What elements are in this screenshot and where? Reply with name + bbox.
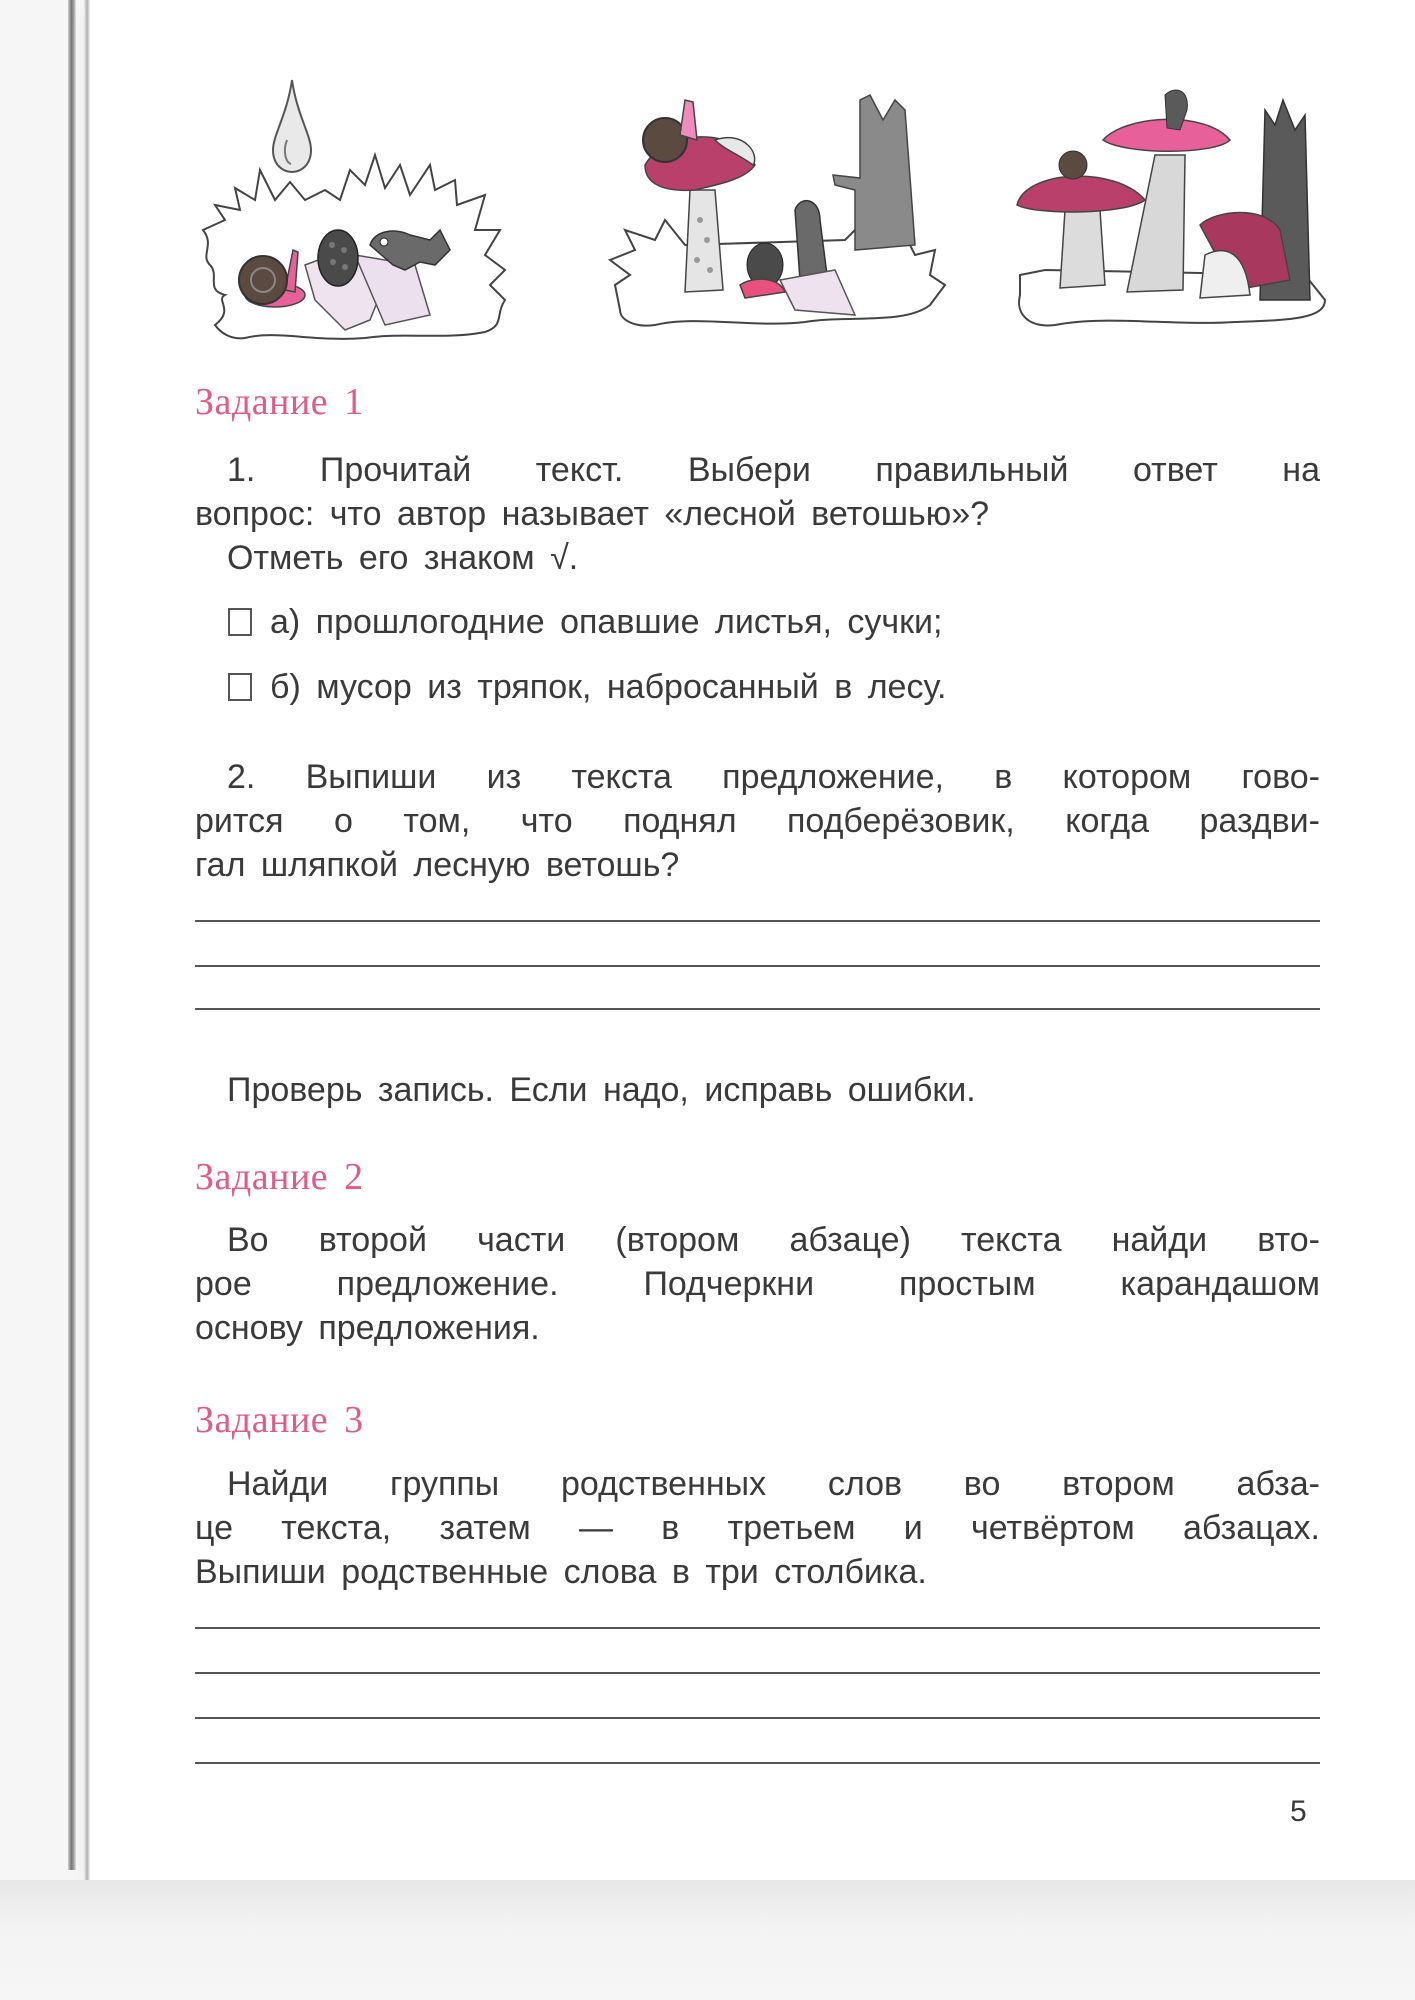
task-heading-label: Задание bbox=[195, 1156, 329, 1198]
mushroom-cap bbox=[1017, 176, 1145, 212]
option-label: б) мусор из тряпок, набросанный в лесу. bbox=[270, 668, 947, 706]
snail-shell bbox=[643, 118, 687, 162]
answer-line[interactable] bbox=[195, 1008, 1320, 1010]
drop-scene-svg bbox=[195, 70, 515, 350]
text-line: гал шляпкой лесную ветошь? bbox=[195, 846, 680, 884]
three-mushrooms-svg bbox=[1005, 70, 1340, 350]
text-line: вопрос: что автор называет «лесной ветошью»? bbox=[195, 495, 990, 533]
task-2-text bbox=[195, 1218, 1320, 1350]
task-2-heading bbox=[195, 1155, 364, 1199]
snail-shell bbox=[239, 256, 287, 304]
text-line: Во второй части (втором абзаце) текста найди вто- bbox=[227, 1221, 1320, 1259]
snail-shell bbox=[1059, 151, 1087, 179]
task-number: 1 bbox=[344, 381, 364, 423]
answer-line[interactable] bbox=[195, 920, 1320, 922]
answer-line[interactable] bbox=[195, 1717, 1320, 1719]
text-line: 2. Выпиши из текста предложение, в котором гово- bbox=[227, 758, 1320, 796]
answer-line[interactable] bbox=[195, 965, 1320, 967]
mushroom-stem bbox=[1127, 155, 1185, 292]
checkbox-option-b[interactable] bbox=[228, 673, 252, 701]
scan-bottom-margin bbox=[0, 1880, 1415, 2000]
text-line: Проверь запись. Если надо, исправь ошибки. bbox=[227, 1071, 976, 1109]
answer-line[interactable] bbox=[195, 1762, 1320, 1764]
task-1-heading bbox=[195, 380, 364, 424]
task-3-text bbox=[195, 1462, 1320, 1594]
task-number: 3 bbox=[344, 1399, 364, 1441]
answer-line[interactable] bbox=[195, 1627, 1320, 1629]
text-line: це текста, затем — в третьем и четвёртом абзацах. bbox=[195, 1509, 1320, 1547]
task-heading-label: Задание bbox=[195, 1399, 329, 1441]
task-1-question-1 bbox=[195, 448, 1320, 580]
text-line: Выпиши родственные слова в три столбика. bbox=[195, 1553, 927, 1591]
task-heading-label: Задание bbox=[195, 381, 329, 423]
tree-trunk bbox=[833, 95, 915, 250]
mushroom-stem bbox=[1060, 210, 1105, 288]
text-line: 1. Прочитай текст. Выбери правильный ответ на bbox=[227, 451, 1320, 489]
check-note bbox=[195, 1068, 1320, 1112]
page-number: 5 bbox=[1290, 1795, 1307, 1828]
task-3-heading bbox=[195, 1398, 364, 1442]
answer-line[interactable] bbox=[195, 1672, 1320, 1674]
cone bbox=[318, 230, 358, 286]
task-number: 2 bbox=[344, 1156, 364, 1198]
illustration-snail-mushroom-scene bbox=[605, 70, 950, 350]
book-spine-shadow bbox=[68, 0, 76, 1870]
task-1-question-2 bbox=[195, 755, 1320, 887]
text-line: Найди группы родственных слов во втором абза- bbox=[227, 1465, 1320, 1503]
frog bbox=[795, 201, 827, 280]
water-drop-icon bbox=[273, 80, 311, 172]
illustration-drop-scene bbox=[195, 70, 515, 350]
text-line: основу предложения. bbox=[195, 1309, 540, 1347]
option-label: а) прошлогодние опавшие листья, сучки; bbox=[270, 603, 943, 641]
checkbox-option-a[interactable] bbox=[228, 608, 252, 636]
mushroom-stem bbox=[685, 190, 723, 292]
answer-option-b[interactable] bbox=[228, 665, 947, 709]
illustration-three-mushrooms-scene bbox=[1005, 70, 1340, 350]
text-line: Отметь его знаком √. bbox=[227, 539, 579, 577]
text-line: рое предложение. Подчеркни простым карандашом bbox=[195, 1265, 1320, 1303]
page-edge bbox=[84, 0, 90, 1880]
answer-option-a[interactable] bbox=[228, 600, 942, 644]
text-line: рится о том, что поднял подберёзовик, когда раздви- bbox=[195, 802, 1320, 840]
snail-mushroom-svg bbox=[605, 70, 950, 350]
